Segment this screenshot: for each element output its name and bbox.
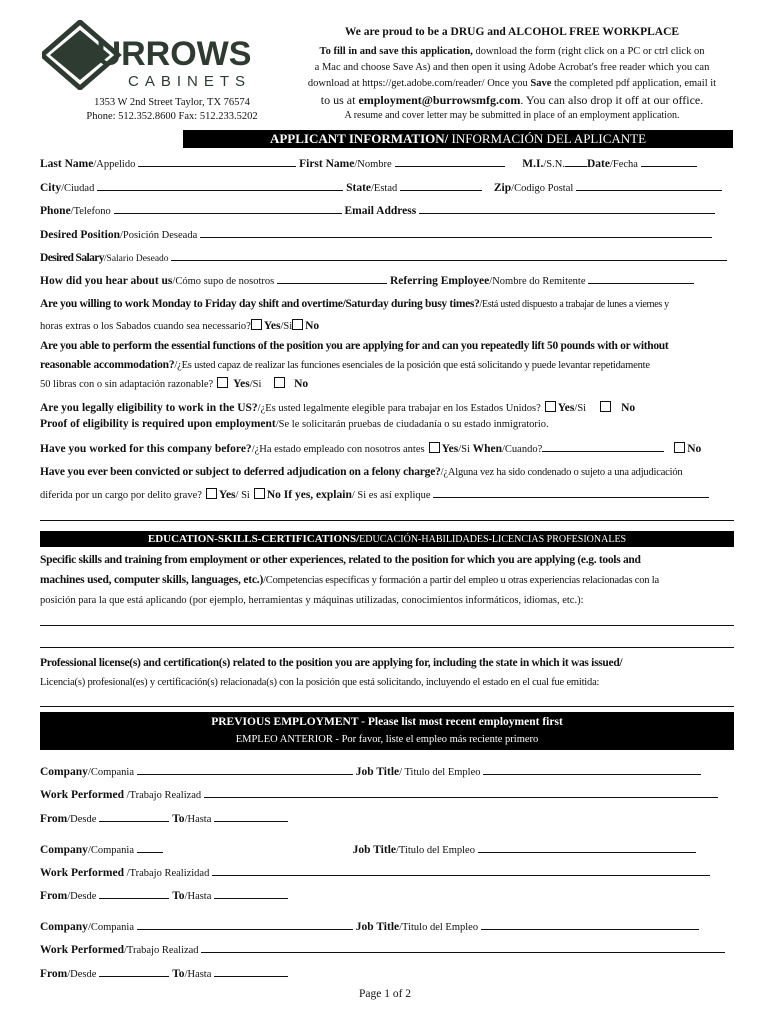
email-link[interactable]: employment@burrowsmfg.com — [358, 93, 521, 107]
company-address — [42, 96, 302, 124]
referring-field[interactable] — [588, 272, 694, 284]
q1-text-es2: horas extras o los Sabados cuando sea necessario? — [40, 321, 251, 332]
label-referring: Referring Employee — [389, 275, 490, 287]
q2-yes-checkbox[interactable] — [217, 377, 228, 388]
emp1-work-row — [40, 786, 740, 804]
q2-line2 — [40, 357, 740, 374]
when-field[interactable] — [542, 440, 664, 452]
q4-text-es: /¿Ha estado empleado con nosotros antes — [251, 444, 425, 455]
label-date: Date — [586, 158, 610, 170]
emp3-from-field[interactable] — [99, 965, 169, 977]
q5-no-checkbox[interactable] — [254, 488, 265, 499]
zip-field[interactable] — [576, 179, 722, 191]
instr-text: the completed pdf application, email it — [551, 78, 717, 89]
label-zip-es: /Codigo Postal — [511, 183, 574, 194]
logo-word-cabinets: CABINETS — [128, 73, 252, 90]
state-field[interactable] — [400, 179, 482, 191]
emp2-company-field[interactable] — [137, 841, 163, 853]
si-label: /Si — [249, 379, 262, 390]
email-field[interactable] — [419, 202, 715, 214]
when-label-es: /Cuando? — [502, 444, 543, 455]
q3-no-checkbox[interactable] — [600, 401, 611, 412]
q2-no-checkbox[interactable] — [274, 377, 285, 388]
label-job-title-es: /Titulo del Empleo — [396, 845, 475, 856]
section-title-es: EMPLEO ANTERIOR - Por favor, liste el empleo más reciente primero — [235, 734, 539, 745]
label-date-es: /Fecha — [609, 159, 638, 170]
skills-text-es: /Competencias específicas y formación a partir del empleo u otras experiencias relacionadas con la — [263, 575, 659, 586]
q1-no-checkbox[interactable] — [292, 319, 303, 330]
label-salary-es: /Salario Deseado — [103, 254, 169, 264]
no-label: No — [266, 489, 281, 501]
phone-fax-line: Phone: 512.352.8600 Fax: 512.233.5202 — [86, 111, 258, 122]
emp3-work-field[interactable] — [201, 941, 725, 953]
no-label: No — [294, 378, 309, 390]
si-label: /Si — [574, 403, 587, 414]
label-from: From — [40, 813, 68, 825]
when-label: When — [469, 443, 502, 455]
label-company-es: /Compania — [87, 922, 135, 933]
label-from: From — [40, 968, 68, 980]
q2-text-es: /¿Es usted capaz de realizar las funciones esenciales de la posición que está solicitando y puede levantar repetidamente — [174, 360, 650, 371]
q5-text: Have you ever been convicted or subject to deferred adjudication on a felony charge? — [40, 466, 441, 478]
emp1-job-field[interactable] — [483, 763, 701, 775]
label-state-es: /Estad — [371, 183, 398, 194]
address-line: 1353 W 2nd Street Taylor, TX 76574 — [94, 97, 250, 108]
label-from: From — [40, 890, 68, 902]
q2-text2: reasonable accommodation? — [40, 359, 175, 371]
q3b-text: Proof of eligibility is required upon employment — [40, 418, 276, 430]
label-mi: M.I. — [522, 158, 544, 170]
q5-text-es2: diferida por un cargo por delito grave? — [40, 490, 202, 501]
emp2-from-field[interactable] — [99, 887, 169, 899]
license-text: Professional license(s) and certification(s) related to the position you are applying for, including the state in which it was issued/ — [40, 657, 623, 669]
row-name — [40, 155, 740, 173]
skills-text2: machines used, computer skills, languages, etc.) — [40, 574, 264, 586]
explain-field[interactable] — [433, 486, 709, 498]
label-from-es: /Desde — [67, 969, 97, 980]
emp3-dates-row — [40, 965, 740, 983]
no-label: No — [305, 320, 320, 332]
emp3-job-field[interactable] — [481, 918, 699, 930]
label-work: Work Performed — [40, 867, 124, 879]
label-phone-es: /Telefono — [70, 206, 111, 217]
q1-text-es: /Está usted dispuesto a trabajar de lunes a viernes y — [479, 299, 669, 310]
yes-label: Yes — [441, 443, 459, 455]
label-position: Desired Position — [40, 229, 120, 241]
license-text-es: Licencia(s) profesional(es) y certificación(s) relacionada(s) con la posición que está solicitando, incluyendo el estado en el cual fue emitida: — [40, 677, 600, 688]
city-field[interactable] — [97, 179, 343, 191]
last-name-field[interactable] — [138, 155, 296, 167]
page-number: Page 1 of 2 — [358, 988, 412, 1000]
row-phone — [40, 202, 740, 220]
label-zip: Zip — [493, 182, 512, 194]
phone-field[interactable] — [114, 202, 342, 214]
label-company: Company — [40, 766, 88, 778]
label-to-es: /Hasta — [184, 969, 212, 980]
q3b-text-es: /Se le solicitarán pruebas de ciudadanía o su estado inmigratorio. — [275, 419, 549, 430]
label-position-es: /Posición Deseada — [119, 230, 198, 241]
yes-label: Yes — [218, 489, 236, 501]
label-from-es: /Desde — [67, 891, 97, 902]
q5-line2 — [40, 486, 740, 504]
label-job-title-es: / Titulo del Empleo — [399, 767, 481, 778]
label-city: City — [40, 182, 62, 194]
skills-line3 — [40, 592, 740, 609]
emp1-company-field[interactable] — [137, 763, 353, 775]
row-salary — [40, 249, 740, 267]
instr-text: . You can also drop it off at our office. — [520, 93, 704, 107]
emp3-to-field[interactable] — [214, 965, 288, 977]
label-referring-es: /Nombre do Remitente — [489, 276, 586, 287]
q2-text: Are you able to perform the essential functions of the position you are applying for and can you repeatedly lift 50 pounds with or without — [40, 340, 669, 352]
q3-text-es: /¿Es usted legalmente elegible para trabajar en los Estados Unidos? — [257, 403, 541, 414]
label-work-es: /Trabajo Realizad — [124, 945, 199, 956]
label-to: To — [172, 890, 185, 902]
label-job-title-es: /Titulo del Empleo — [399, 922, 479, 933]
yes-label: Yes — [233, 378, 250, 390]
license-line2 — [40, 674, 740, 691]
label-first-name: First Name — [299, 158, 355, 170]
label-work: Work Performed — [40, 789, 124, 801]
label-last-name: Last Name — [40, 158, 94, 170]
label-job-title: Job Title — [355, 921, 400, 933]
q2-line3 — [40, 376, 740, 393]
skills-field-1[interactable] — [40, 625, 734, 626]
section-title-es: EDUCACIÓN-HABILIDADES-LICENCIAS PROFESIONALES — [359, 534, 627, 545]
emp2-job-field[interactable] — [478, 841, 696, 853]
q1-text: Are you willing to work Monday to Friday day shift and overtime/Saturday during busy times? — [40, 298, 480, 310]
emp1-from-field[interactable] — [99, 810, 169, 822]
section-title: APPLICANT INFORMATION/ — [269, 131, 449, 146]
label-heard: How did you hear about us — [40, 275, 173, 287]
instr-text: download the form (right click on a PC or ctrl click on — [472, 46, 705, 57]
row-city — [40, 179, 740, 197]
label-company: Company — [40, 921, 88, 933]
emp3-company-field[interactable] — [137, 918, 353, 930]
section-applicant-information — [183, 130, 733, 148]
label-work-es: /Trabajo Realizidad — [124, 868, 210, 879]
label-company-es: /Compania — [87, 767, 135, 778]
license-field[interactable] — [40, 706, 734, 707]
emp2-company-row — [40, 841, 740, 859]
skills-line1 — [40, 552, 740, 568]
q2-text-es2: 50 libras con o sin adaptación razonable? — [40, 379, 214, 390]
q5-text-es: /¿Alguna vez ha sido condenado o sujeto a una adjudicación — [440, 467, 683, 478]
position-field[interactable] — [200, 226, 712, 238]
logo-word-burrows: BURROWS — [72, 35, 252, 73]
label-to: To — [172, 968, 185, 980]
header-instructions — [282, 24, 742, 124]
yes-label: Yes — [557, 402, 575, 414]
q4-line — [40, 440, 740, 458]
label-job-title: Job Title — [352, 844, 396, 856]
label-city-es: /Ciudad — [61, 183, 95, 194]
license-line1 — [40, 655, 740, 671]
q1-yes-checkbox[interactable] — [251, 319, 262, 330]
q4-text: Have you worked for this company before? — [40, 443, 252, 455]
label-phone: Phone — [40, 205, 71, 217]
label-state: State — [346, 182, 372, 194]
label-from-es: /Desde — [67, 814, 97, 825]
heard-field[interactable] — [277, 272, 387, 284]
label-company: Company — [40, 844, 88, 856]
label-to-es: /Hasta — [184, 891, 212, 902]
section-title: EDUCATION-SKILLS-CERTIFICATIONS/ — [147, 533, 360, 545]
emp1-to-field[interactable] — [214, 810, 288, 822]
si-label: / Si — [235, 490, 250, 501]
si-label: /Si — [458, 444, 470, 455]
section-previous-employment — [40, 712, 734, 750]
label-to-es: /Hasta — [184, 814, 212, 825]
label-last-name-es: /Appelido — [93, 159, 136, 170]
label-mi-es: /S.N. — [543, 159, 565, 170]
instr-bold: Save — [530, 78, 552, 89]
explain-line-2[interactable] — [40, 520, 734, 521]
q4-no-checkbox[interactable] — [674, 442, 685, 453]
q5-yes-checkbox[interactable] — [206, 488, 217, 499]
emp1-work-field[interactable] — [204, 786, 718, 798]
first-name-field[interactable] — [395, 155, 505, 167]
section-title: PREVIOUS EMPLOYMENT - Please list most recent employment first — [211, 716, 563, 728]
yes-label: Yes — [263, 320, 281, 332]
q3-text: Are you legally eligibility to work in the US? — [40, 402, 258, 414]
explain-label: If yes, explain — [280, 489, 352, 501]
q3-line1 — [40, 400, 740, 417]
emp2-to-field[interactable] — [214, 887, 288, 899]
skills-line2 — [40, 572, 740, 589]
drug-free-title: We are proud to be a DRUG and ALCOHOL FREE WORKPLACE — [344, 26, 680, 38]
instr-bold: To fill in and save this application, — [319, 46, 473, 57]
explain-label-es: / Si es así explique — [351, 490, 431, 501]
q4-yes-checkbox[interactable] — [429, 442, 440, 453]
instr-text: to us at — [320, 93, 359, 107]
si-label: /Si — [280, 321, 293, 332]
row-position — [40, 226, 740, 244]
no-label: No — [687, 443, 702, 455]
q5-line1 — [40, 464, 740, 481]
date-field[interactable] — [641, 155, 697, 167]
label-salary: Desired Salary — [40, 252, 104, 264]
instr-text: download at https://get.adobe.com/reader/ Once you — [307, 78, 531, 89]
label-job-title: Job Title — [355, 766, 400, 778]
label-company-es: /Compania — [87, 845, 135, 856]
section-title-es: INFORMACIÓN DEL APLICANTE — [448, 131, 647, 146]
q2-line1 — [40, 338, 740, 354]
emp3-work-row — [40, 941, 740, 959]
q1-line1 — [40, 296, 740, 313]
label-work: Work Performed — [40, 944, 124, 956]
skills-text: Specific skills and training from employment or other experiences, related to the position for which you are applying (e.g. tools and — [40, 554, 641, 566]
label-email: Email Address — [344, 205, 417, 217]
burrows-cabinets-logo — [42, 20, 264, 90]
resume-note: A resume and cover letter may be submitted in place of an employment application. — [344, 110, 680, 121]
section-education — [40, 531, 734, 547]
skills-text-es2: posición para la que está aplicando (por ejemplo, herramientas y máquinas utilizadas, conocimientos informáticos, idiomas, etc.): — [40, 595, 584, 606]
label-heard-es: /Cómo supo de nosotros — [172, 276, 275, 287]
label-to: To — [172, 813, 185, 825]
label-first-name-es: /Nombre — [354, 159, 392, 170]
row-referral — [40, 272, 740, 290]
emp1-company-row — [40, 763, 740, 781]
q3-yes-checkbox[interactable] — [545, 401, 556, 412]
q1-line2 — [40, 318, 740, 335]
q3-line2 — [40, 416, 740, 433]
no-label: No — [621, 402, 636, 414]
instr-text: a Mac and choose Save As) and then open it using Adobe Acrobat's free reader which you can — [314, 62, 710, 73]
skills-field-2[interactable] — [40, 647, 734, 648]
emp1-dates-row — [40, 810, 740, 828]
emp2-dates-row — [40, 887, 740, 905]
salary-field[interactable] — [171, 249, 727, 261]
emp2-work-row — [40, 864, 740, 882]
mi-field[interactable] — [565, 155, 587, 167]
emp3-company-row — [40, 918, 740, 936]
emp2-work-field[interactable] — [212, 864, 710, 876]
label-work-es: /Trabajo Realizad — [124, 790, 202, 801]
